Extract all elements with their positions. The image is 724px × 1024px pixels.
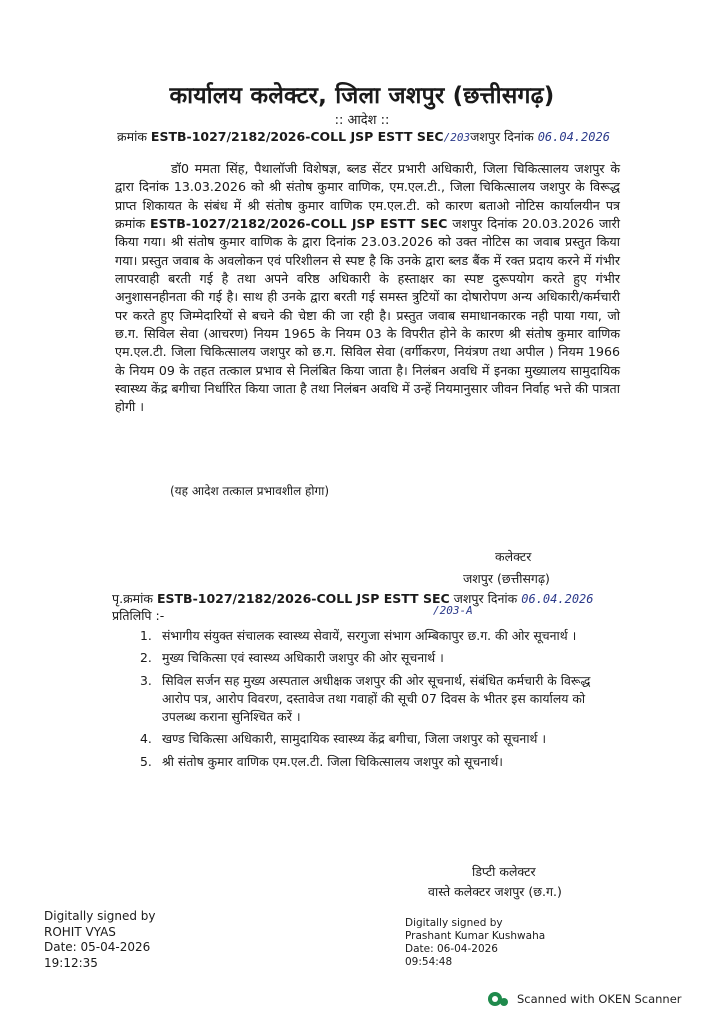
deputy-collector-on-behalf: वास्ते कलेक्टर जशपुर (छ.ग.) (428, 884, 562, 899)
collector-signature-block (455, 546, 635, 590)
list-item-text: श्री संतोष कुमार वाणिक एम.एल.टी. जिला चिकित्सालय जशपुर को सूचनार्थ। (162, 753, 503, 769)
list-item-number: 3. (140, 672, 152, 688)
digital-signature-time: 19:12:35 (44, 955, 98, 970)
list-item (112, 672, 612, 727)
list-item-number: 2. (140, 650, 152, 666)
copy-recipient-list (112, 627, 612, 775)
digital-signature-line: Digitally signed by (405, 917, 503, 929)
handwritten-endorsement-number: /203-A (433, 604, 473, 617)
list-item-text: सिविल सर्जन सह मुख्य अस्पताल अधीक्षक जशपुर की ओर सूचनार्थ, संबंधित कर्मचारी के विरूद्ध आरोप पत्र, आरोप विवरण, दस्तावेज तथा गवाहों की सूची 07 दिवस के भीतर इस कार्यालय को उपलब्ध कराना सुनिश्चित करें । (162, 672, 591, 725)
digital-signature-time: 09:54:48 (405, 956, 453, 968)
endorsement-prefix: पृ.क्रमांक (112, 591, 153, 606)
collector-place: जशपुर (छत्तीसगढ़) (463, 571, 550, 586)
reference-prefix: क्रमांक (117, 129, 147, 144)
reference-number: ESTB-1027/2182/2026-COLL JSP ESTT SEC (150, 129, 444, 144)
scanner-watermark (487, 990, 682, 1008)
collector-title: कलेक्टर (495, 549, 532, 564)
digital-signature-signer: Prashant Kumar Kushwaha (405, 930, 546, 942)
handwritten-order-number: /203 (443, 131, 471, 144)
digital-signature-signer: ROHIT VYAS (44, 924, 116, 939)
digital-signature-left (44, 909, 156, 971)
scanner-label: Scanned with OKEN Scanner (517, 992, 682, 1006)
order-reference-line (117, 128, 610, 145)
digital-signature-right (405, 917, 545, 969)
body-text-part1: डॉ0 ममता सिंह, पैथालॉजी विशेषज्ञ, ब्लड सेंटर प्रभारी अधिकारी, जिला चिकित्सालय जशपुर के द्वारा दिनांक 13.03.2026 को श्री संतोष कुमार वाणिक, एम.एल.टी., जिला चिकित्सालय जशपुर के विरूद्ध प्राप्त शिकायत के संबंध में श्री संतोष कुमार वाणिक एम.एल.टी. को कारण बताओ नोटिस कार्यालयीन पत्र क्रमांक (115, 161, 620, 232)
digital-signature-date: Date: 06-04-2026 (405, 943, 498, 955)
copy-to-label: प्रतिलिपि :- (112, 608, 165, 623)
handwritten-endorsement-date: 06.04.2026 (521, 592, 594, 606)
handwritten-order-date: 06.04.2026 (537, 130, 610, 144)
list-item-text: खण्ड चिकित्सा अधिकारी, सामुदायिक स्वास्थ्य केंद्र बगीचा, जिला जशपुर को सूचनार्थ । (162, 731, 547, 747)
body-reference-number: ESTB-1027/2182/2026-COLL JSP ESTT SEC (149, 216, 448, 232)
deputy-collector-title: डिप्टी कलेक्टर (472, 864, 536, 879)
list-item-text: मुख्य चिकित्सा एवं स्वास्थ्य अधिकारी जशपुर की ओर सूचनार्थ । (162, 650, 444, 666)
deputy-collector-signature-block (428, 862, 648, 902)
reference-place-date-label: जशपुर दिनांक (470, 129, 534, 144)
digital-signature-date: Date: 05-04-2026 (44, 940, 151, 954)
order-body-paragraph (115, 160, 620, 417)
endorsement-number: ESTB-1027/2182/2026-COLL JSP ESTT SEC (156, 591, 450, 606)
digital-signature-line: Digitally signed by (44, 909, 156, 923)
list-item (112, 627, 612, 645)
list-item-number: 4. (140, 731, 152, 747)
order-heading: :: आदेश :: (334, 113, 390, 128)
list-item-number: 5. (140, 753, 152, 769)
list-item-number: 1. (140, 628, 152, 643)
effective-note: (यह आदेश तत्काल प्रभावशील होगा) (170, 484, 330, 498)
body-text-part2: जशपुर दिनांक 20.03.2026 जारी किया गया। श्री संतोष कुमार वाणिक के द्वारा दिनांक 23.03.2026 को उक्त नोटिस का जवाब प्रस्तुत किया गया। प्रस्तुत जवाब के अवलोकन एवं परिशीलन से स्पष्ट है कि उनके द्वारा ब्लड बैंक में रक्त प्रदाय करने में गंभीर लापरवाही बरती गई है तथा अपने वरिष्ठ अधिकारी के हस्ताक्षर का स्पष्ट दुरूपयोग करते हुए गंभीर अनुशासनहीनता की गई है। साथ ही उनके द्वारा बरती गई समस्त त्रुटियों का दोषारोपण अन्य अधिकारी/कर्मचारी पर करते हुए जिम्मेदारियों से बचने की चेष्टा की जा रही है। प्रस्तुत जवाब समाधानकारक नही पाया गया, जो छ.ग. सिविल सेवा (आचरण) नियम 1965 के नियम 03 के विपरीत होने के कारण श्री संतोष कुमार वाणिक एम.एल.टी. जिला चिकित्सालय जशपुर को छ.ग. सिविल सेवा (वर्गीकरण, नियंत्रण तथा अपील ) नियम 1966 के नियम 09 के तहत तत्काल प्रभाव से निलंबित किया जाता है। निलंबन अवधि में इनका मुख्यालय सामुदायिक स्वास्थ्य केंद्र बगीचा निर्धारित किया जाता है तथा निलंबन अवधि में उन्हें नियमानुसार जीवन निर्वाह भत्ते की पात्रता होगी । (115, 216, 620, 415)
endorsement-place-date-label: जशपुर दिनांक (453, 591, 518, 606)
oken-scanner-logo-icon (487, 990, 509, 1008)
office-title: कार्यालय कलेक्टर, जिला जशपुर (छत्तीसगढ़) (169, 83, 555, 109)
list-item-text: संभागीय संयुक्त संचालक स्वास्थ्य सेवायें, सरगुजा संभाग अम्बिकापुर छ.ग. की ओर सूचनार्थ । (162, 628, 577, 643)
list-item (112, 730, 612, 748)
list-item (112, 649, 612, 667)
endorsement-reference-line (112, 590, 594, 607)
list-item (112, 753, 612, 771)
